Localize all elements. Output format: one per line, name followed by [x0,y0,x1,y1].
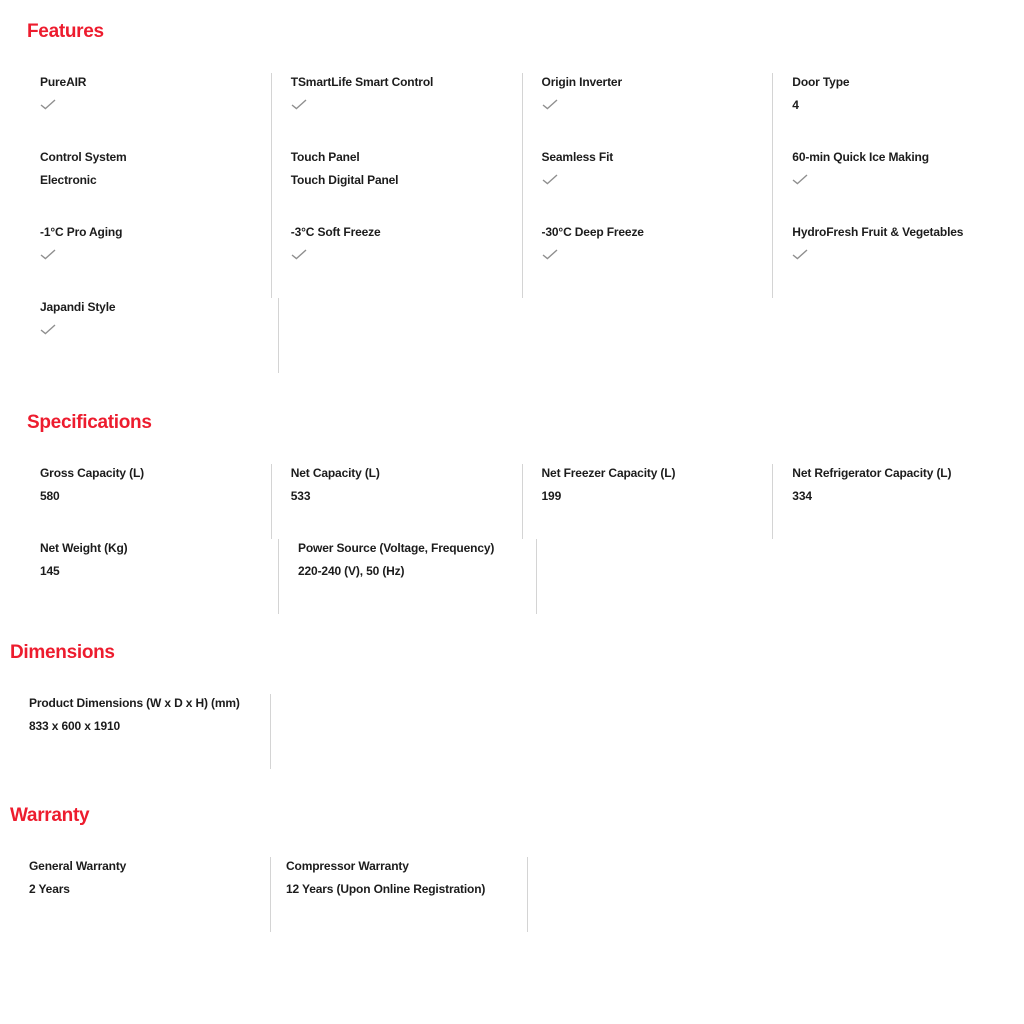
cell-value: 2 Years [29,882,70,896]
features-cell [272,73,523,148]
features-cell [272,148,523,223]
cell-label: Control System [40,150,127,164]
check-icon [40,99,56,110]
section-dimensions [0,614,1024,769]
section-features [0,0,1024,373]
cell-value: Touch Digital Panel [290,173,399,187]
cell-label: 60-min Quick Ice Making [792,150,929,164]
cell-label: Gross Capacity (L) [40,466,144,480]
cell-label: -1°C Pro Aging [40,225,123,239]
section-title-warranty: Warranty [10,805,90,826]
section-title-features: Features [27,21,104,42]
features-row [21,73,1024,148]
check-icon [792,249,808,260]
features-cell [523,223,774,298]
cell-value: 4 [792,98,799,112]
cell-label: Japandi Style [40,300,116,314]
features-cell [773,73,1024,148]
specifications-row [21,539,1024,614]
features-cell [523,148,774,223]
cell-label: HydroFresh Fruit & Vegetables [792,225,964,239]
cell-label: Origin Inverter [541,75,622,89]
specifications-cell [21,539,279,614]
specifications-cell [272,464,523,539]
cell-label: Seamless Fit [541,150,614,164]
cell-label: General Warranty [29,859,127,873]
cell-value: 533 [290,489,311,503]
cell-value: Electronic [40,173,97,187]
check-icon [542,249,558,260]
features-cell [21,148,272,223]
features-cell [272,223,523,298]
features-row [21,148,1024,223]
section-warranty [0,769,1024,932]
cell-value: 12 Years (Upon Online Registration) [286,882,486,896]
specifications-row [21,464,1024,539]
warranty-grid [14,857,1024,932]
cell-label: Net Freezer Capacity (L) [541,466,676,480]
features-cell [773,223,1024,298]
cell-label: -3°C Soft Freeze [290,225,381,239]
check-icon [542,99,558,110]
cell-label: Power Source (Voltage, Frequency) [298,541,495,555]
cell-label: Net Capacity (L) [290,466,380,480]
features-cell [773,148,1024,223]
features-cell [21,223,272,298]
cell-value: 334 [792,489,812,503]
cell-label: Net Weight (Kg) [40,541,128,555]
warranty-cell [14,857,271,932]
section-title-dimensions: Dimensions [10,642,115,663]
warranty-cell [271,857,528,932]
cell-value: 199 [541,489,562,503]
features-row [21,298,1024,373]
cell-value: 833 x 600 x 1910 [29,719,121,733]
features-grid [21,73,1024,373]
check-icon [40,249,56,260]
features-cell [523,73,774,148]
section-title-specifications: Specifications [27,412,152,433]
cell-label: TSmartLife Smart Control [290,75,434,89]
cell-label: Product Dimensions (W x D x H) (mm) [29,696,240,710]
specifications-cell [523,464,774,539]
cell-value: 145 [40,564,60,578]
check-icon [291,249,307,260]
cell-label: -30°C Deep Freeze [541,225,644,239]
features-cell [21,73,272,148]
cell-value: 580 [40,489,60,503]
features-cell [21,298,279,373]
cell-label: PureAIR [40,75,87,89]
check-icon [40,324,56,335]
check-icon [542,174,558,185]
specifications-grid [21,464,1024,614]
section-specifications [0,373,1024,614]
cell-label: Door Type [792,75,850,89]
specifications-cell [279,539,537,614]
cell-value: 220-240 (V), 50 (Hz) [298,564,405,578]
check-icon [291,99,307,110]
dimensions-cell [14,694,271,769]
warranty-row [14,857,1024,932]
specifications-cell [773,464,1024,539]
cell-label: Compressor Warranty [286,859,409,873]
cell-label: Net Refrigerator Capacity (L) [792,466,952,480]
specifications-cell [21,464,272,539]
features-row [21,223,1024,298]
check-icon [792,174,808,185]
cell-label: Touch Panel [290,150,360,164]
dimensions-row [14,694,1024,769]
dimensions-grid [14,694,1024,769]
